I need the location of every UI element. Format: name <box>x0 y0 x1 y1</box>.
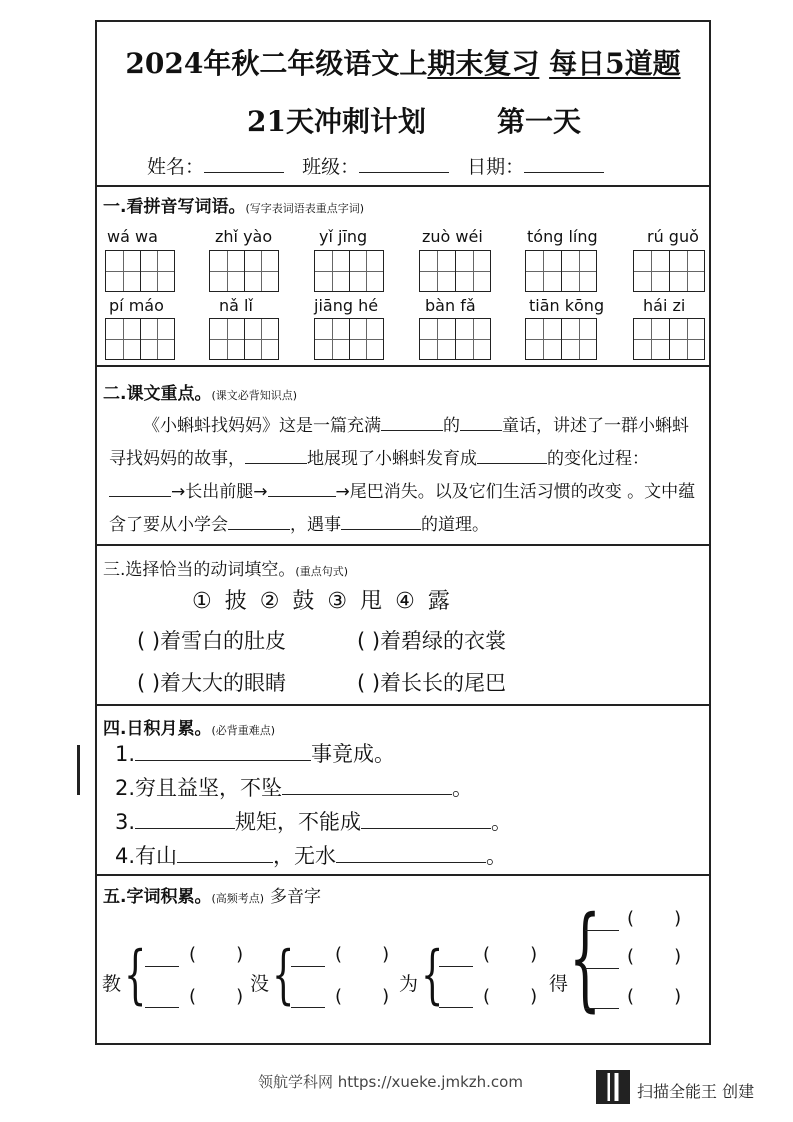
pinyin-paren[interactable]: ( ) <box>627 946 682 967</box>
blank[interactable] <box>109 480 171 497</box>
section5-heading: 五.字词积累。(高频考点) 多音字 <box>103 887 321 907</box>
blank[interactable] <box>585 1008 619 1009</box>
section1-heading: 一.看拼音写词语。(写字表词语表重点字词) <box>103 197 365 217</box>
writing-grid[interactable] <box>105 250 175 292</box>
pinyin: nǎ lǐ <box>219 296 253 315</box>
blank[interactable] <box>585 968 619 969</box>
pinyin-paren[interactable]: ( ) <box>335 986 390 1007</box>
day-label: 第一天 <box>497 105 582 138</box>
blank[interactable] <box>477 447 547 464</box>
blank[interactable] <box>268 480 336 497</box>
blank[interactable] <box>291 1007 325 1008</box>
margin-mark <box>77 745 80 795</box>
divider <box>97 185 709 187</box>
student-info-row <box>147 152 616 179</box>
blank[interactable] <box>177 844 273 863</box>
blank[interactable] <box>135 810 235 829</box>
blank[interactable] <box>291 966 325 967</box>
section3-heading: 三.选择恰当的动词填空。(重点句式) <box>103 560 348 580</box>
pinyin: zuò wéi <box>422 227 483 246</box>
polyphone-char: 为 <box>399 973 419 995</box>
pinyin: yǐ jīng <box>319 227 368 246</box>
brace: { <box>421 938 444 1012</box>
polyphone-char: 没 <box>250 973 270 995</box>
writing-grid[interactable] <box>209 318 279 360</box>
divider <box>97 544 709 546</box>
blank[interactable] <box>341 513 421 530</box>
blank[interactable] <box>135 742 311 761</box>
pinyin: pí máo <box>109 296 164 315</box>
brace: { <box>124 938 147 1012</box>
divider <box>97 704 709 706</box>
fill-sentence[interactable]: ( )着长长的尾巴 <box>357 671 507 695</box>
idiom-line: 1. 事竟成。 <box>115 742 396 766</box>
polyphone-char: 得 <box>549 973 569 995</box>
qr-code-icon <box>596 1070 630 1104</box>
blank[interactable] <box>228 513 290 530</box>
writing-grid[interactable] <box>419 250 491 292</box>
plan-subtitle: 21天冲刺计划 <box>247 105 426 138</box>
writing-grid[interactable] <box>314 250 384 292</box>
scanner-brand: 扫描全能王 创建 <box>637 1082 755 1101</box>
writing-grid[interactable] <box>633 318 705 360</box>
pinyin-paren[interactable]: ( ) <box>627 908 682 929</box>
verb-choices: ① 披 ② 鼓 ③ 甩 ④ 露 <box>192 589 453 614</box>
divider <box>97 874 709 876</box>
pinyin: wá wa <box>107 227 158 246</box>
worksheet <box>95 20 711 1045</box>
class-field[interactable] <box>359 154 449 173</box>
blank[interactable] <box>439 1007 473 1008</box>
name-label: 姓名： <box>147 156 205 178</box>
fill-sentence[interactable]: ( )着大大的眼睛 <box>137 671 287 695</box>
date-label: 日期： <box>467 156 525 178</box>
blank[interactable] <box>336 844 486 863</box>
writing-grid[interactable] <box>209 250 279 292</box>
date-field[interactable] <box>524 154 604 173</box>
pinyin-paren[interactable]: ( ) <box>483 944 538 965</box>
blank[interactable] <box>145 966 179 967</box>
pinyin: zhǐ yào <box>215 227 273 246</box>
divider <box>97 365 709 367</box>
pinyin-paren[interactable]: ( ) <box>627 986 682 1007</box>
pinyin-paren[interactable]: ( ) <box>483 986 538 1007</box>
idiom-line: 2.穷且益坚，不坠 。 <box>115 776 474 800</box>
blank[interactable] <box>282 776 452 795</box>
pinyin-paren[interactable]: ( ) <box>189 986 244 1007</box>
brace: { <box>272 938 295 1012</box>
pinyin: tiān kōng <box>529 296 605 315</box>
idiom-line: 4.有山 ，无水 。 <box>115 844 508 868</box>
pinyin: bàn fǎ <box>425 296 476 315</box>
section2-heading: 二.课文重点。(课文必背知识点) <box>103 384 298 404</box>
blank[interactable] <box>585 930 619 931</box>
blank[interactable] <box>145 1007 179 1008</box>
idiom-line: 3. 规矩，不能成 。 <box>115 810 513 834</box>
blank[interactable] <box>381 414 443 431</box>
blank[interactable] <box>460 414 502 431</box>
fill-sentence[interactable]: ( )着雪白的肚皮 <box>137 629 287 653</box>
pinyin: rú guǒ <box>647 227 699 246</box>
writing-grid[interactable] <box>525 318 597 360</box>
name-field[interactable] <box>204 154 284 173</box>
pinyin-paren[interactable]: ( ) <box>189 944 244 965</box>
pinyin: hái zi <box>643 296 686 315</box>
writing-grid[interactable] <box>633 250 705 292</box>
writing-grid[interactable] <box>525 250 597 292</box>
pinyin-paren[interactable]: ( ) <box>335 944 390 965</box>
brace: { <box>569 893 602 1023</box>
pinyin: jiāng hé <box>314 296 379 315</box>
section4-heading: 四.日积月累。(必背重难点) <box>103 719 276 739</box>
blank[interactable] <box>245 447 307 464</box>
writing-grid[interactable] <box>314 318 384 360</box>
fill-sentence[interactable]: ( )着碧绿的衣裳 <box>357 629 507 653</box>
writing-grid[interactable] <box>105 318 175 360</box>
polyphone-char: 教 <box>102 973 122 995</box>
blank[interactable] <box>439 966 473 967</box>
pinyin: tóng líng <box>527 227 598 246</box>
footer-site: 领航学科网 https://xueke.jmkzh.com <box>258 1073 523 1091</box>
writing-grid[interactable] <box>419 318 491 360</box>
lesson-paragraph: 《小蝌蚪找妈妈》这是一篇充满 的 童话，讲述了一群小蝌蚪寻找妈妈的故事， 地展现了小蝌蚪发育成 的变化过程：→长出前腿→ →尾巴消失。以及它们生活习惯的改变 。文中蕴含了要从小学会 ，遇事 的道理。 <box>109 416 696 535</box>
class-label: 班级： <box>302 156 360 178</box>
blank[interactable] <box>361 810 491 829</box>
page-title: 2024年秋二年级语文上期末复习 每日5道题 <box>125 47 681 80</box>
